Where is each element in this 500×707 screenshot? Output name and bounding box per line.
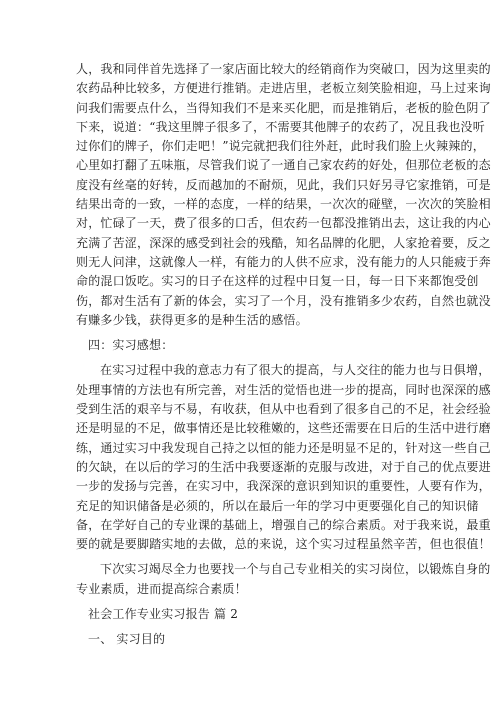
text-line: 农药品种比较多，方便进行推销。走进店里，老板立刻笑脸相迎，马上过来询 [76,81,491,96]
text-line: 过你们的牌子，你们走吧！”说完就把我们往外赶，此时我们脸上火辣辣的， [76,139,485,154]
text-line: 在实习过程中我的意志力有了很大的提高，与人交往的能力也与日俱增， [100,363,491,378]
paragraph-practice-experience [76,60,491,330]
text-line: 充足的知识储备是必须的，所以在最后一年的学习中更要强化自己的知识储 [76,498,479,513]
text-line: 还是明显的不足，做事情还是比较稚嫩的，这些还需要在日后的生活中进行磨 [76,421,491,436]
text-line: 有赚多少钱，获得更多的是种生活的感悟。 [76,312,308,327]
text-line: 受到生活的艰辛与不易，有收获，但从中也看到了很多自己的不足，社会经验 [76,402,491,417]
text-line: 伤，都对生活有了新的体会，实习了一个月，没有推销多少农药，自然也就没 [76,293,491,308]
text-line: 问我们需要点什么，当得知我们不是来买化肥，而是推销后，老板的脸色阴了 [76,100,491,115]
paragraph-next-internship [76,560,491,599]
text-line: 命的混口饭吃。实习的日子在这样的过程中日复一日，每一日下来都饱受创 [76,274,479,289]
text-line: 的欠缺，在以后的学习的生活中我要逐渐的克服与改进，对于自己的优点要进 [76,459,491,474]
text-line: 人，我和同伴首先选择了一家店面比较大的经销商作为突破口，因为这里卖的 [76,62,491,76]
section-heading-objectives: 一、 实习目的 [88,632,166,647]
report-title: 社会工作专业实习报告 篇 2 [88,607,239,622]
text-line: 下来，说道：“我这里牌子很多了，不需要其他牌子的农药了，况且我也没听 [76,119,485,134]
paragraph-reflections [76,361,491,554]
text-line: 充满了苦涩，深深的感受到社会的残酷，知名品牌的化肥，人家抢着要，反之 [76,235,491,250]
text-line: 一步的发扬与完善，在实习中，我深深的意识到知识的重要性，人要有作为， [76,479,491,494]
text-line: 专业素质，进而提高综合素质！ [76,581,247,596]
text-line: 练，通过实习中我发现自己持之以恒的能力还是明显不足的，针对这一些自己 [76,440,491,455]
section-heading-reflections: 四：实习感想： [88,338,174,353]
text-line: 备，在学好自己的专业课的基础上，增强自己的综合素质。对于我来说，最重 [76,517,491,532]
text-line: 结果出奇的一致，一样的态度，一样的结果，一次次的碰壁，一次次的笑脸相 [76,197,491,212]
text-line: 下次实习竭尽全力也要找一个与自己专业相关的实习岗位，以锻炼自身的 [100,562,491,577]
text-line: 心里如打翻了五味瓶，尽管我们说了一通自己家农药的好处，但那位老板的态 [76,158,491,173]
text-line: 对，忙碌了一天，费了很多的口舌，但农药一包都没推销出去，这让我的内心 [76,216,491,231]
text-line: 要的就是要脚踏实地的去做，总的来说，这个实习过程虽然辛苦，但也很值！ [76,537,491,552]
text-line: 则无人问津，这就像人一样，有能力的人供不应求，没有能力的人只能疲于奔 [76,254,491,269]
text-line: 处理事情的方法也有所完善，对生活的觉悟也进一步的提高，同时也深深的感 [76,382,491,397]
text-line: 度没有丝毫的好转，反而越加的不耐烦，见此，我们只好另寻它家推销，可是 [76,177,491,192]
